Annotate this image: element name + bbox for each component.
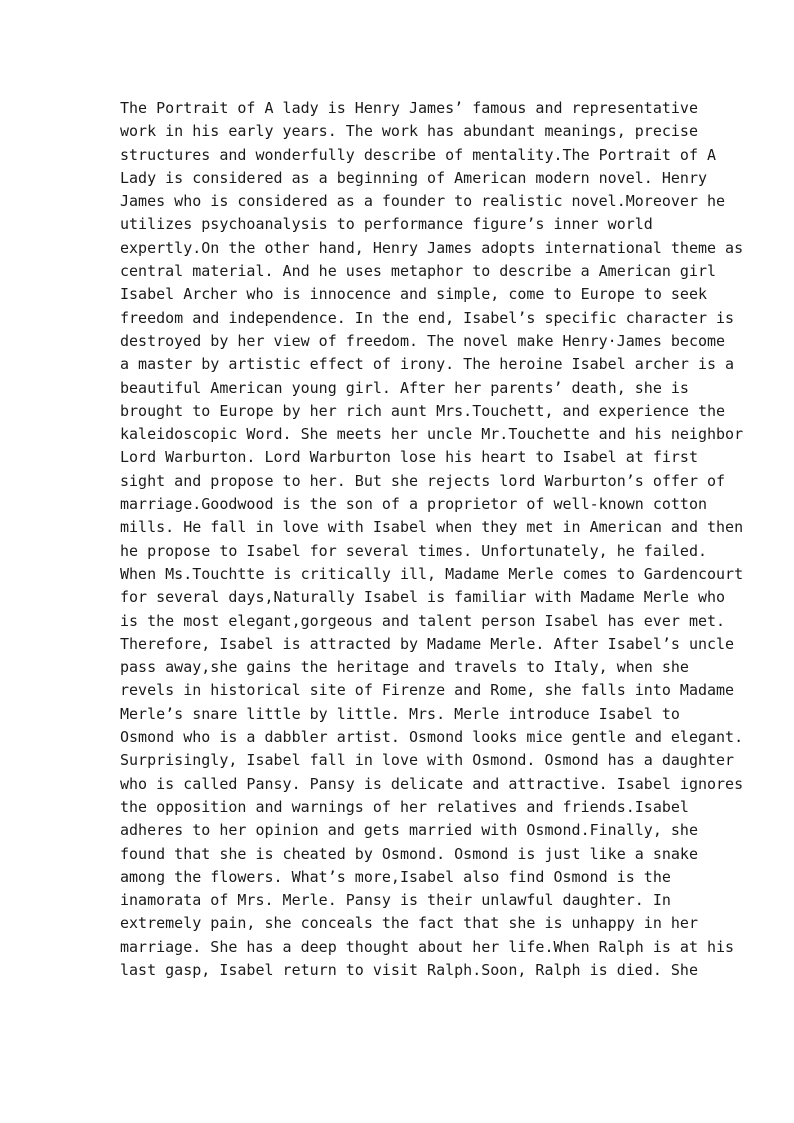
text-line: brought to Europe by her rich aunt Mrs.Touchett, and experience the — [120, 401, 726, 420]
text-line: Therefore, Isabel is attracted by Madame Merle. After Isabel’s uncle — [120, 634, 735, 653]
text-line: is the most elegant,gorgeous and talent person Isabel has ever met. — [120, 611, 726, 630]
text-line: work in his early years. The work has abundant meanings, precise — [120, 122, 698, 141]
text-line: extremely pain, she conceals the fact that she is unhappy in her — [120, 914, 698, 933]
text-line: who is called Pansy. Pansy is delicate and attractive. Isabel ignores — [120, 774, 744, 793]
text-line: Isabel Archer who is innocence and simple, come to Europe to seek — [120, 285, 707, 304]
text-line: marriage.Goodwood is the son of a proprietor of well-known cotton — [120, 495, 707, 514]
text-line: central material. And he uses metaphor to describe a American girl — [120, 262, 717, 281]
text-line: mills. He fall in love with Isabel when they met in American and then — [120, 518, 744, 537]
text-line: sight and propose to her. But she rejects lord Warburton’s offer of — [120, 471, 726, 490]
text-line: utilizes psychoanalysis to performance figure’s inner world — [120, 215, 653, 234]
text-line: Merle’s snare little by little. Mrs. Merle introduce Isabel to — [120, 704, 680, 723]
text-line: The Portrait of A lady is Henry James’ famous and representative — [120, 99, 698, 117]
text-line: last gasp, Isabel return to visit Ralph.Soon, Ralph is died. She — [120, 960, 698, 979]
text-line: destroyed by her view of freedom. The novel make Henry·James become — [120, 331, 726, 350]
text-line: among the flowers. What’s more,Isabel also find Osmond is the — [120, 867, 671, 886]
text-line: he propose to Isabel for several times. Unfortunately, he failed. — [120, 541, 707, 560]
text-line: adheres to her opinion and gets married with Osmond.Finally, she — [120, 821, 698, 840]
text-line: James who is considered as a founder to realistic novel.Moreover he — [120, 192, 726, 211]
text-line: structures and wonderfully describe of mentality.The Portrait of A — [120, 145, 717, 164]
text-line: the opposition and warnings of her relatives and friends.Isabel — [120, 797, 689, 816]
text-line: inamorata of Mrs. Merle. Pansy is their unlawful daughter. In — [120, 891, 671, 910]
text-line: found that she is cheated by Osmond. Osmond is just like a snake — [120, 844, 698, 863]
text-line: Osmond who is a dabbler artist. Osmond looks mice gentle and elegant. — [120, 728, 744, 747]
text-line: freedom and independence. In the end, Isabel’s specific character is — [120, 308, 735, 327]
text-line: a master by artistic effect of irony. The heroine Isabel archer is a — [120, 355, 735, 374]
text-line: beautiful American young girl. After her parents’ death, she is — [120, 378, 689, 397]
text-line: marriage. She has a deep thought about her life.When Ralph is at his — [120, 937, 735, 956]
text-line: Surprisingly, Isabel fall in love with Osmond. Osmond has a daughter — [120, 751, 735, 770]
text-line: Lady is considered as a beginning of American modern novel. Henry — [120, 168, 707, 187]
text-line: for several days,Naturally Isabel is familiar with Madame Merle who — [120, 588, 726, 607]
text-line: expertly.On the other hand, Henry James adopts international theme as — [120, 238, 744, 257]
text-line: pass away,she gains the heritage and travels to Italy, when she — [120, 658, 689, 677]
text-line: revels in historical site of Firenze and Rome, she falls into Madame — [120, 681, 735, 700]
text-line: When Ms.Touchtte is critically ill, Madame Merle comes to Gardencourt — [120, 564, 744, 583]
body-paragraph — [120, 97, 744, 982]
text-line: kaleidoscopic Word. She meets her uncle Mr.Touchette and his neighbor — [120, 425, 744, 444]
text-line: Lord Warburton. Lord Warburton lose his heart to Isabel at first — [120, 448, 698, 467]
